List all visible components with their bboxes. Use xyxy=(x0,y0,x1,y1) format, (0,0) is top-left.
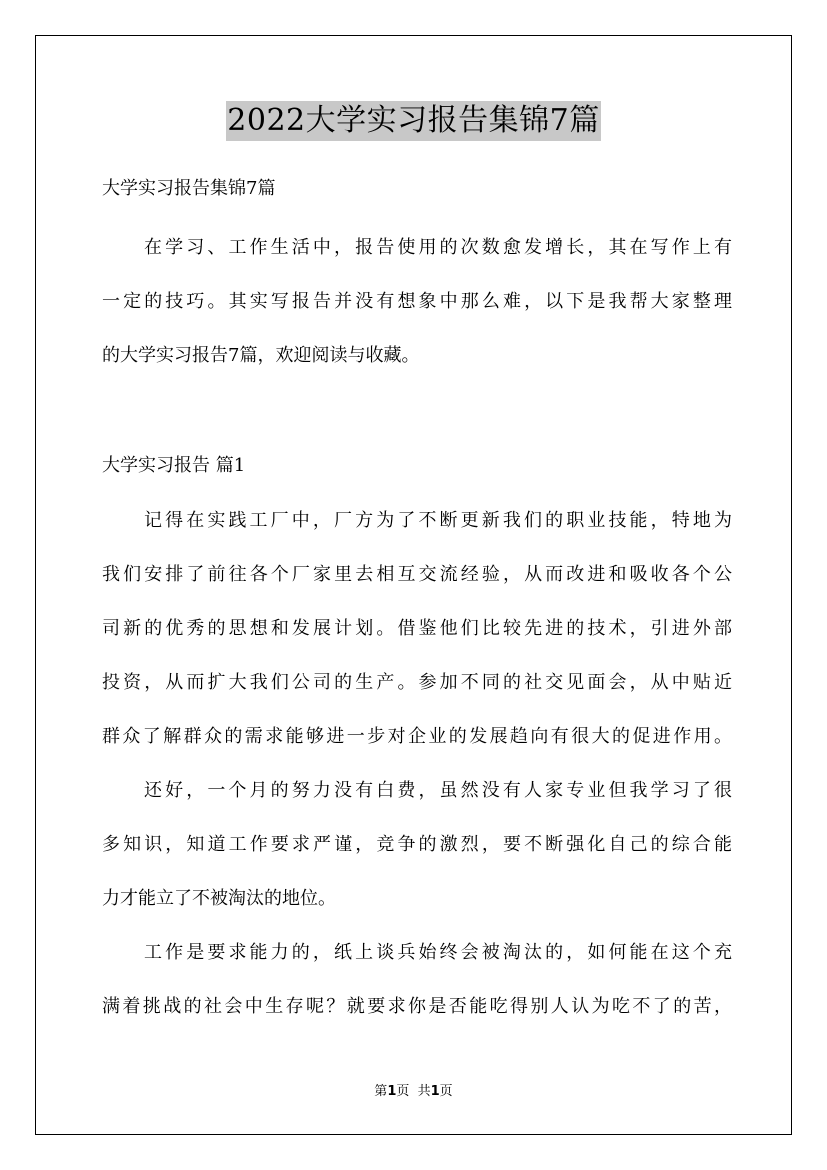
paragraph-line: 投资，从而扩大我们公司的生产。参加不同的社交见面会，从中贴近 xyxy=(102,672,732,693)
footer-page-number: 1 xyxy=(387,1084,397,1099)
paragraph-line: 工作是要求能力的，纸上谈兵始终会被淘汰的，如何能在这个充 xyxy=(144,942,732,963)
footer-page-suffix: 页 共 xyxy=(396,1084,431,1099)
subtitle: 大学实习报告集锦7篇 xyxy=(102,178,276,199)
paragraph-line: 群众了解群众的需求能够进一步对企业的发展趋向有很大的促进作用。 xyxy=(102,726,732,747)
paragraph-line: 记得在实践工厂中，厂方为了不断更新我们的职业技能，特地为 xyxy=(144,510,732,531)
document-title: 2022大学实习报告集锦7篇 xyxy=(226,101,600,141)
page-footer xyxy=(0,1083,827,1101)
paragraph-line: 力才能立了不被淘汰的地位。 xyxy=(102,888,336,909)
footer-page-prefix: 第 xyxy=(374,1084,388,1099)
section-heading: 大学实习报告 篇1 xyxy=(102,455,246,476)
paragraph-line: 我们安排了前往各个厂家里去相互交流经验，从而改进和吸收各个公 xyxy=(102,564,732,585)
footer-total-suffix: 页 xyxy=(439,1084,453,1099)
paragraph-line: 在学习、工作生活中，报告使用的次数愈发增长，其在写作上有 xyxy=(144,237,732,258)
paragraph-line: 多知识，知道工作要求严谨，竞争的激烈，要不断强化自己的综合能 xyxy=(102,834,732,855)
paragraph-line: 一定的技巧。其实写报告并没有想象中那么难，以下是我帮大家整理 xyxy=(102,291,732,312)
footer-total-pages: 1 xyxy=(430,1084,440,1099)
paragraph-line: 满着挑战的社会中生存呢？就要求你是否能吃得别人认为吃不了的苦， xyxy=(102,996,732,1017)
paragraph-line: 还好，一个月的努力没有白费，虽然没有人家专业但我学习了很 xyxy=(144,780,732,801)
paragraph-line: 司新的优秀的思想和发展计划。借鉴他们比较先进的技术，引进外部 xyxy=(102,618,732,639)
paragraph-line: 的大学实习报告7篇，欢迎阅读与收藏。 xyxy=(102,345,420,366)
title-container xyxy=(0,101,827,141)
